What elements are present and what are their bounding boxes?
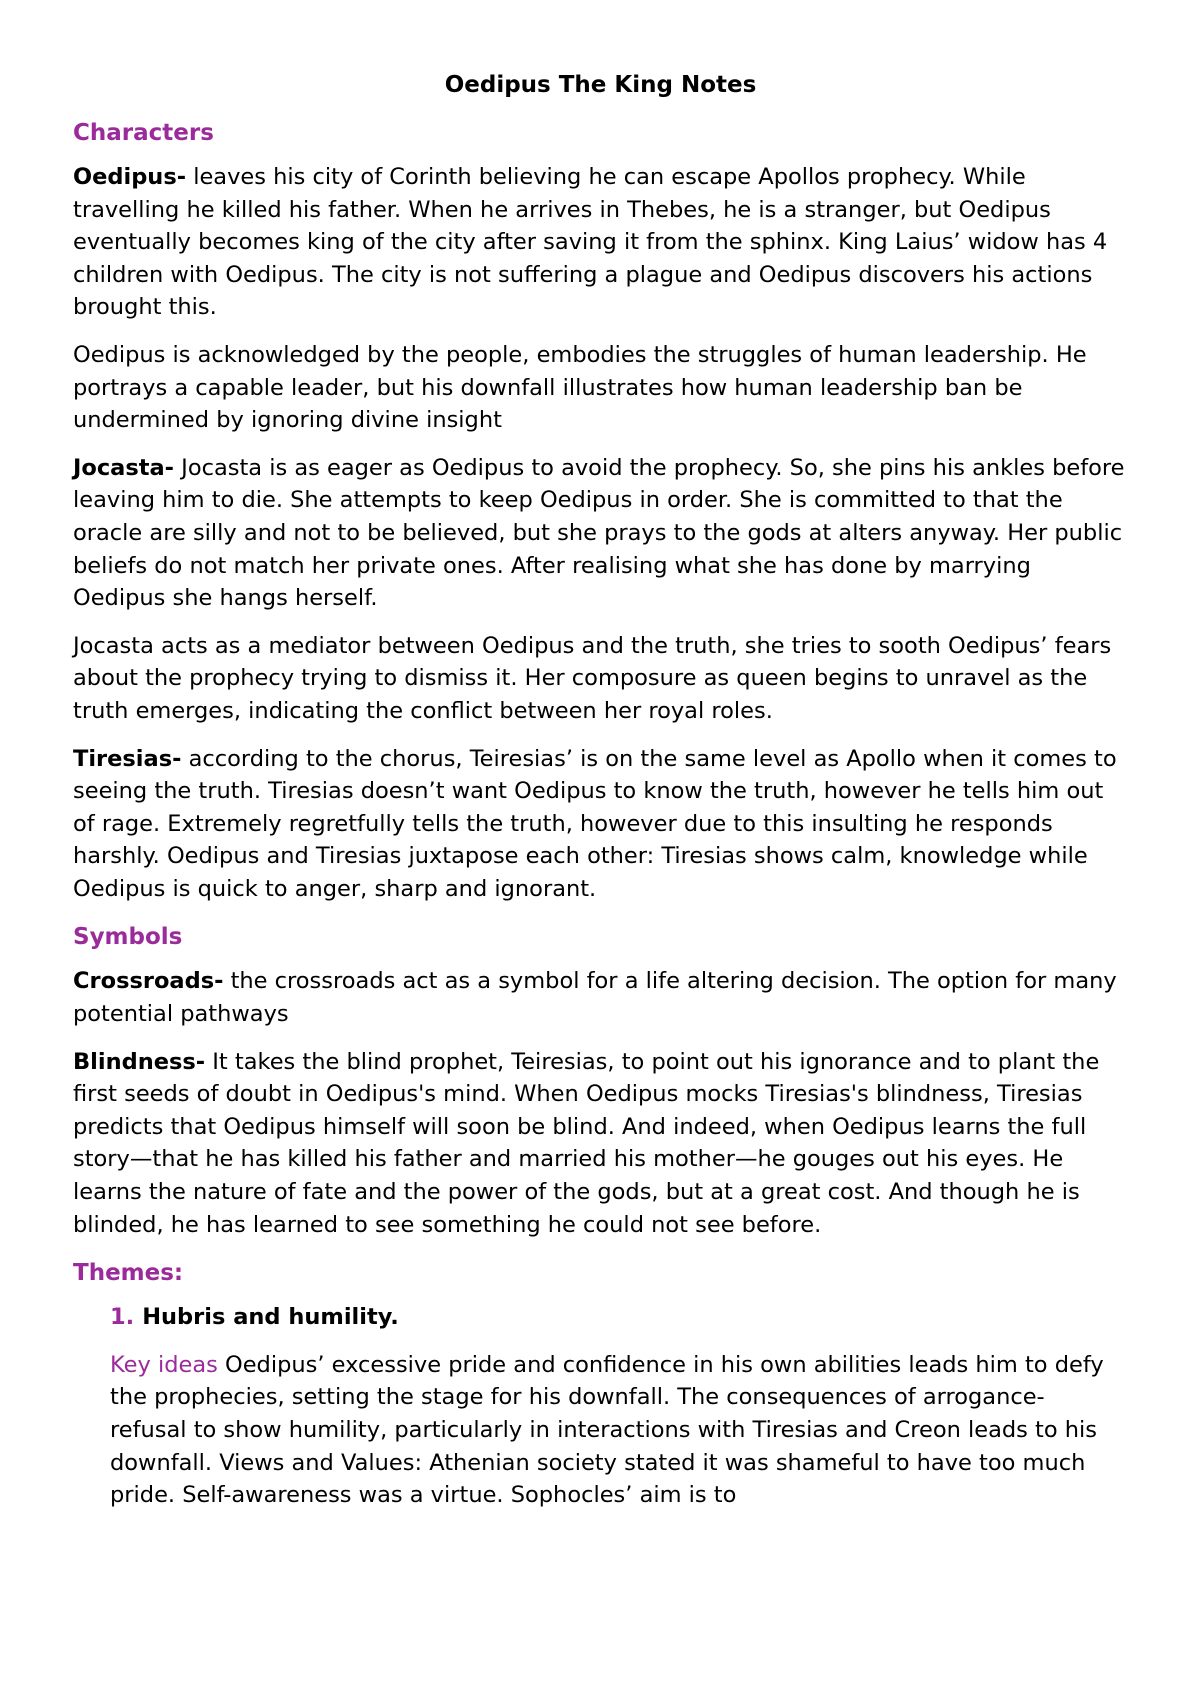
paragraph-blindness [73,1046,1128,1242]
theme-number: 1. [110,1304,135,1331]
term-oedipus: Oedipus- [73,164,187,190]
text-crossroads: the crossroads act as a symbol for a life altering decision. The option for many potential pathways [73,968,1117,1028]
text-blindness: It takes the blind prophet, Teiresias, to point out his ignorance and to plant the first seeds of doubt in Oedipus's mind. When Oedipus mocks Tiresias's blindness, Tiresias predicts that Oedipus himself will soon be blind. And indeed, when Oedipus learns the full story—that he has killed his father and married his mother—he gouges out his eyes. He learns the nature of fate and the power of the gods, but at a great cost. And though he is blinded, he has learned to see something he could not see before. [73,1048,1100,1238]
paragraph-oedipus [73,161,1128,324]
text-hubris: Oedipus’ excessive pride and confidence in his own abilities leads him to defy the prophecies, setting the stage for his downfall. The consequences of arrogance- refusal to show humility, particularly in interactions with Tiresias and Creon leads to his downfall. Views and Values: Athenian society stated it was shameful to have too much pride. Self-awareness was a virtue. Sophocles’ aim is to [110,1351,1104,1509]
text-jocasta: Jocasta is as eager as Oedipus to avoid the prophecy. So, she pins his ankles before leaving him to die. She attempts to keep Oedipus in order. She is committed to that the oracle are silly and not to be believed, but she prays to the gods at alters anyway. Her public beliefs do not match her private ones. After realising what she has done by marrying Oedipus she hangs herself. [73,454,1125,612]
heading-symbols: Symbols [73,924,183,951]
theme-label: Hubris and humility. [142,1304,399,1331]
text-oedipus: leaves his city of Corinth believing he can escape Apollos prophecy. While travelling he killed his father. When he arrives in Thebes, he is a stranger, but Oedipus eventually becomes king of the city after saving it from the sphinx. King Laius’ widow has 4 children with Oedipus. The city is not suffering a plague and Oedipus discovers his actions brought this. [73,164,1108,321]
page-title: Oedipus The King Notes [444,72,757,98]
term-jocasta: Jocasta- [73,454,175,481]
paragraph-jocasta-2: Jocasta acts as a mediator between Oedipus and the truth, she tries to sooth Oedipus’ fears about the prophecy trying to dismiss it. Her composure as queen begins to unravel as the truth emerges, indicating the conflict between her royal roles. [73,632,1112,724]
term-crossroads: Crossroads- [73,968,224,995]
term-blindness: Blindness- [73,1048,206,1075]
text-tiresias: according to the chorus, Teiresias’ is on the same level as Apollo when it comes to seeing the truth. Tiresias doesn’t want Oedipus to know the truth, however he tells him out of rage. Extremely regretfully tells the truth, however due to this insulting he responds harshly. Oedipus and Tiresias juxtapose each other: Tiresias shows calm, knowledge while Oedipus is quick to anger, sharp and ignorant. [73,745,1117,902]
heading-characters: Characters [73,120,214,146]
paragraph-crossroads [73,965,1128,1030]
paragraph-hubris [110,1349,1128,1512]
paragraph-oedipus-2: Oedipus is acknowledged by the people, embodies the struggles of human leadership. He portrays a capable leader, but his downfall illustrates how human leadership ban be undermined by ignoring divine insight [73,341,1087,434]
theme-list-item-1 [110,1301,1128,1334]
paragraph-tiresias [73,743,1128,906]
key-ideas-label: Key ideas [110,1351,218,1378]
paragraph-jocasta [73,452,1128,615]
heading-themes: Themes: [73,1260,184,1287]
term-tiresias: Tiresias- [73,745,182,772]
